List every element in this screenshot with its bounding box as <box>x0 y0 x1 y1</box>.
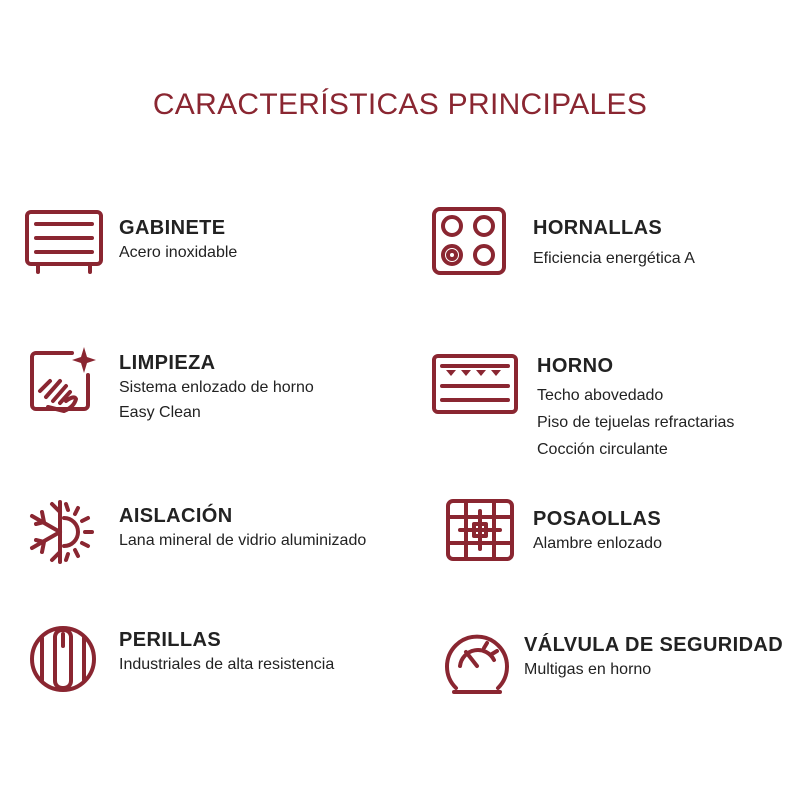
feature-description: Lana mineral de vidrio aluminizado <box>119 532 367 549</box>
feature-label: VÁLVULA DE SEGURIDAD <box>524 634 784 656</box>
feature-description: Sistema enlozado de horno <box>119 379 314 396</box>
feature-description: Piso de tejuelas refractarias <box>537 414 735 431</box>
feature-label: GABINETE <box>119 217 226 239</box>
feature-description: Techo abovedado <box>537 387 664 404</box>
feature-description: Alambre enlozado <box>533 535 662 552</box>
feature-label: PERILLAS <box>119 629 222 651</box>
feature-description: Industriales de alta resistencia <box>119 656 335 673</box>
feature-label: HORNALLAS <box>533 217 663 239</box>
insulation-icon <box>24 498 100 566</box>
grate-icon <box>444 497 516 563</box>
feature-description: Eficiencia energética A <box>533 250 695 267</box>
feature-label: POSAOLLAS <box>533 508 662 530</box>
feature-label: HORNO <box>537 355 614 377</box>
burners-icon <box>430 205 510 277</box>
feature-label: AISLACIÓN <box>119 505 233 527</box>
feature-description: Acero inoxidable <box>119 244 238 261</box>
cleaning-icon <box>26 345 98 415</box>
cabinet-icon <box>20 208 110 278</box>
feature-description: Multigas en horno <box>524 661 652 678</box>
oven-icon <box>430 352 520 416</box>
knob-icon <box>28 624 98 694</box>
gauge-icon <box>442 626 512 696</box>
feature-description: Cocción circulante <box>537 441 668 458</box>
feature-label: LIMPIEZA <box>119 352 216 374</box>
feature-description: Easy Clean <box>119 404 201 421</box>
page-title: CARACTERÍSTICAS PRINCIPALES <box>152 88 648 121</box>
